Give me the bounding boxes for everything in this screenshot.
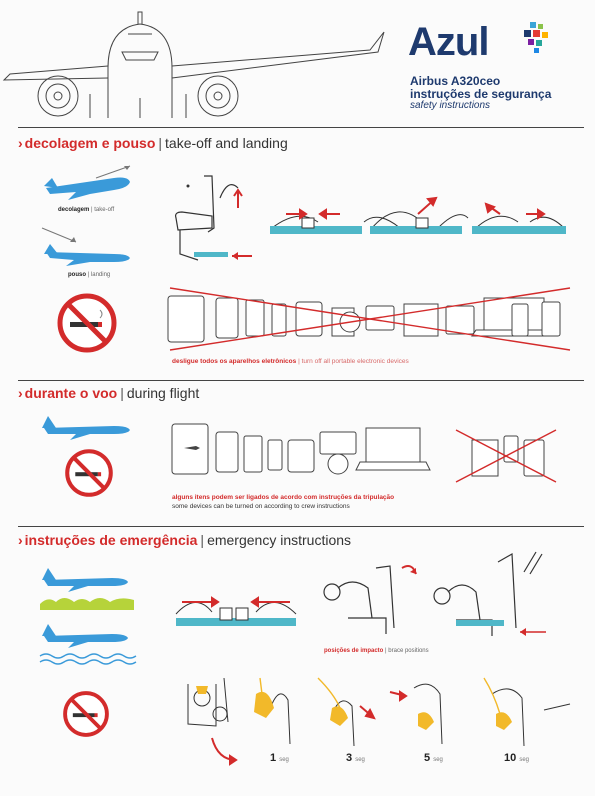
electronic-devices-crossed-illustration bbox=[164, 284, 576, 354]
forbidden-devices-illustration bbox=[452, 426, 562, 486]
no-smoking-icon bbox=[56, 292, 118, 354]
oxygen-step-1: 1 seg bbox=[270, 752, 289, 764]
section-title-en: during flight bbox=[126, 385, 200, 401]
section-title-en: take-off and landing bbox=[165, 135, 288, 151]
card-title-pt: instruções de segurança bbox=[410, 87, 552, 101]
takeoff-airplane-icon bbox=[40, 164, 140, 204]
brand-logo-icon bbox=[520, 20, 554, 54]
allowed-devices-illustration bbox=[170, 420, 432, 482]
section-title-en: emergency instructions bbox=[207, 532, 352, 548]
brace-positions-illustration bbox=[312, 548, 574, 644]
oxygen-step-5: 5 seg bbox=[424, 752, 443, 764]
devices-off-caption: desligue todos os aparelhos eletrônicos | turn off all portable electronic devices bbox=[172, 358, 409, 365]
header bbox=[0, 0, 595, 120]
section-divider bbox=[18, 127, 584, 128]
section-title-pt: decolagem e pouso bbox=[24, 135, 156, 151]
section-title-emergency: › instruções de emergência | emergency instructions bbox=[18, 532, 352, 548]
brand-logo-text: Azul bbox=[408, 20, 489, 64]
devices-allowed-caption-pt: alguns itens podem ser ligados de acordo com instruções da tripulação bbox=[172, 494, 395, 501]
no-smoking-icon bbox=[64, 448, 114, 498]
section-title-takeoff: › decolagem e pouso | take-off and landing bbox=[18, 135, 288, 151]
card-title-en: safety instructions bbox=[410, 100, 491, 111]
aircraft-front-illustration bbox=[0, 8, 395, 120]
takeoff-caption: decolagem | take-off bbox=[58, 207, 115, 213]
section-divider bbox=[18, 526, 584, 527]
section-title-pt: durante o voo bbox=[24, 385, 118, 401]
landing-airplane-icon bbox=[40, 224, 140, 268]
seat-upright-illustration bbox=[168, 168, 258, 268]
section-title-pt: instruções de emergência bbox=[24, 532, 198, 548]
fasten-seatbelt-illustration bbox=[172, 584, 302, 640]
oxygen-step-10: 10 seg bbox=[504, 752, 529, 764]
aircraft-model: Airbus A320ceo bbox=[410, 74, 501, 88]
seatbelt-instructions-illustration bbox=[268, 188, 568, 248]
no-smoking-icon bbox=[62, 690, 110, 738]
landing-caption: pouso | landing bbox=[68, 272, 111, 278]
section-title-flight: › durante o voo | during flight bbox=[18, 385, 200, 401]
airplane-icon bbox=[40, 412, 132, 442]
devices-allowed-caption-en: some devices can be turned on according to crew instructions bbox=[172, 503, 350, 510]
section-divider bbox=[18, 380, 584, 381]
oxygen-step-3: 3 seg bbox=[346, 752, 365, 764]
water-landing-illustration bbox=[38, 618, 138, 670]
ground-landing-illustration bbox=[38, 560, 138, 614]
brace-positions-caption: posições de impacto | brace positions bbox=[324, 648, 429, 654]
